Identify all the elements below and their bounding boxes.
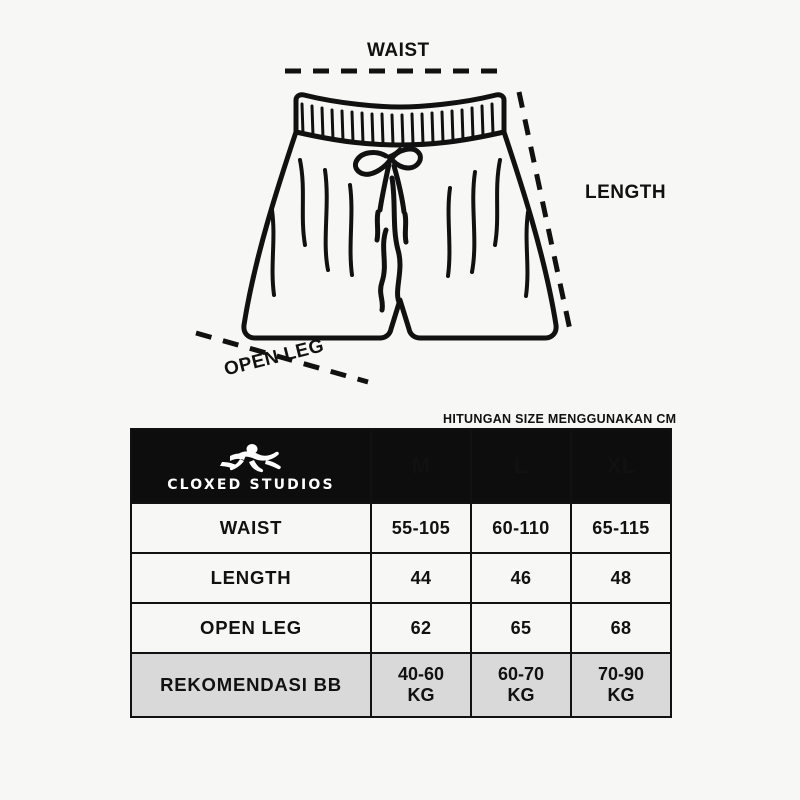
brand-name: CLOXED STUDIOS [167,476,335,493]
row-label-open-leg: OPEN LEG [131,603,371,653]
row-label-waist: WAIST [131,503,371,553]
label-open-leg: OPEN LEG [222,335,327,381]
cell-length-xl: 48 [571,553,671,603]
column-header-l: L [471,429,571,503]
cell-open-leg-l: 65 [471,603,571,653]
row-label-rekomendasi-bb: REKOMENDASI BB [131,653,371,717]
cell-length-l: 46 [471,553,571,603]
cell-bb-l: 60-70 KG [471,653,571,717]
cell-waist-xl: 65-115 [571,503,671,553]
measurement-unit-note: HITUNGAN SIZE MENGGUNAKAN CM [443,412,677,426]
running-figure-icon [208,440,294,474]
column-header-m: M [371,429,471,503]
label-waist: WAIST [367,40,430,61]
cell-bb-m: 40-60 KG [371,653,471,717]
table-row-rekomendasi-bb [131,653,671,717]
cell-waist-m: 55-105 [371,503,471,553]
table-row-length [131,553,671,603]
cell-open-leg-m: 62 [371,603,471,653]
row-label-length: LENGTH [131,553,371,603]
size-table [130,428,672,718]
cell-bb-xl: 70-90 KG [571,653,671,717]
table-header-row [131,429,671,503]
column-header-xl: XL [571,429,671,503]
brand-logo-cell [131,429,371,503]
cell-open-leg-xl: 68 [571,603,671,653]
cell-length-m: 44 [371,553,471,603]
cell-waist-l: 60-110 [471,503,571,553]
table-row-waist [131,503,671,553]
label-length: LENGTH [585,182,667,203]
table-row-open-leg [131,603,671,653]
